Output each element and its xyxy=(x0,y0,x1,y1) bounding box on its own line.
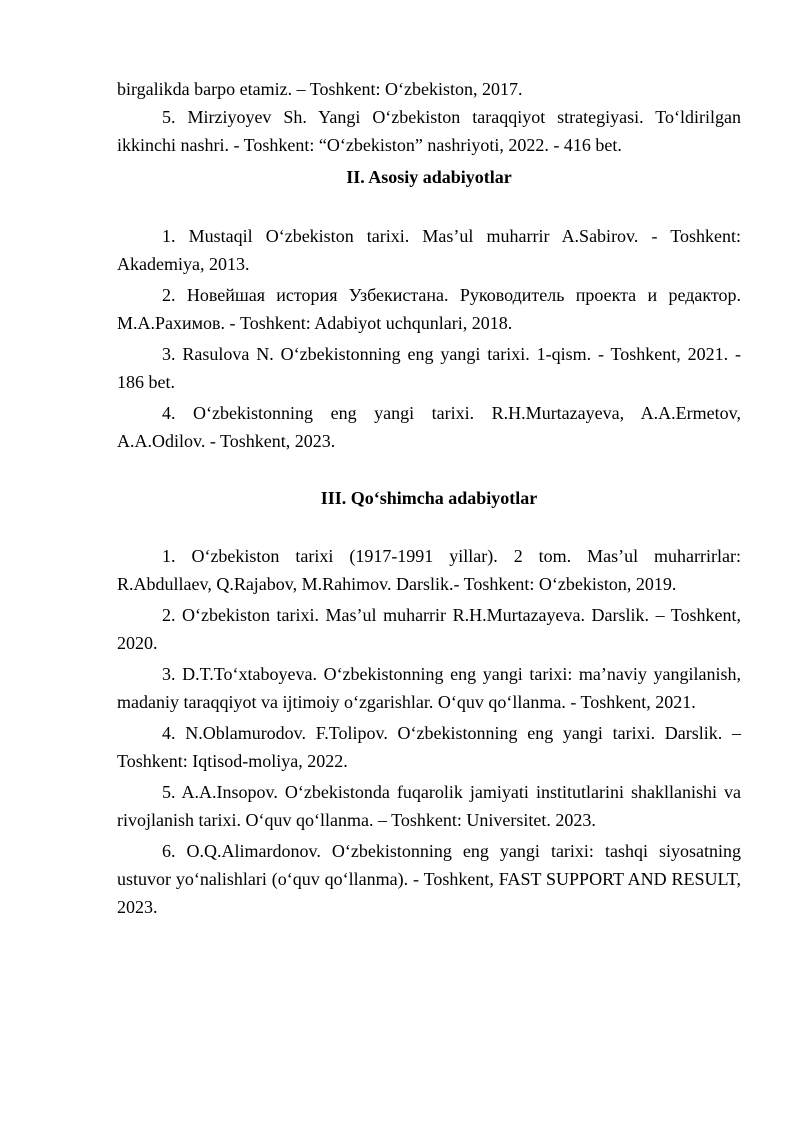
reference-item: 3. Rasulova N. O‘zbekistonning eng yangi tarixi. 1-qism. - Toshkent, 2021. - 186 bet. xyxy=(117,344,741,392)
page-content xyxy=(117,75,741,921)
reference-item: 1. Mustaqil O‘zbekiston tarixi. Mas’ul muharrir A.Sabirov. - Toshkent: Akademiya, 2013. xyxy=(117,226,741,274)
reference-item: 4. N.Oblamurodov. F.Tolipov. O‘zbekistonning eng yangi tarixi. Darslik. – Toshkent: Iqtisod-moliya, 2022. xyxy=(117,723,741,771)
reference-item: 3. D.T.To‘xtaboyeva. O‘zbekistonning eng yangi tarixi: ma’naviy yangilanish, madaniy taraqqiyot va ijtimoiy o‘zgarishlar. O‘quv qo‘llanma. - Toshkent, 2021. xyxy=(117,664,741,712)
reference-continuation: birgalikda barpo etamiz. – Toshkent: O‘zbekiston, 2017. xyxy=(117,79,523,99)
reference-item: 4. O‘zbekistonning eng yangi tarixi. R.H.Murtazayeva, A.A.Ermetov, A.A.Odilov. - Toshkent, 2023. xyxy=(117,403,741,451)
section-heading-additional: III. Qo‘shimcha adabiyotlar xyxy=(320,488,538,508)
section-heading-main: II. Asosiy adabiyotlar xyxy=(346,167,512,187)
reference-item: 5. Mirziyoyev Sh. Yangi O‘zbekiston taraqqiyot strategiyasi. To‘ldirilgan ikkinchi nashri. - Toshkent: “O‘zbekiston” nashriyoti, 2022. - 416 bet. xyxy=(117,107,741,155)
reference-item: 5. A.A.Insopov. O‘zbekistonda fuqarolik jamiyati institutlarini shakllanishi va rivojlanish tarixi. O‘quv qo‘llanma. – Toshkent: Universitet. 2023. xyxy=(117,782,741,830)
reference-item: 6. O.Q.Alimardonov. O‘zbekistonning eng yangi tarixi: tashqi siyosatning ustuvor yo‘nalishlari (o‘quv qo‘llanma). - Toshkent, FAST SUPPORT AND RESULT, 2023. xyxy=(117,841,741,917)
reference-item: 2. O‘zbekiston tarixi. Mas’ul muharrir R.H.Murtazayeva. Darslik. – Toshkent, 2020. xyxy=(117,605,741,653)
reference-item: 2. Новейшая история Узбекистана. Руководитель проекта и редактор. М.А.Рахимов. - Toshkent: Adabiyot uchqunlari, 2018. xyxy=(117,285,741,333)
reference-item: 1. O‘zbekiston tarixi (1917-1991 yillar). 2 tom. Mas’ul muharrirlar: R.Abdullaev, Q.Rajabov, M.Rahimov. Darslik.- Toshkent: O‘zbekiston, 2019. xyxy=(117,546,741,594)
